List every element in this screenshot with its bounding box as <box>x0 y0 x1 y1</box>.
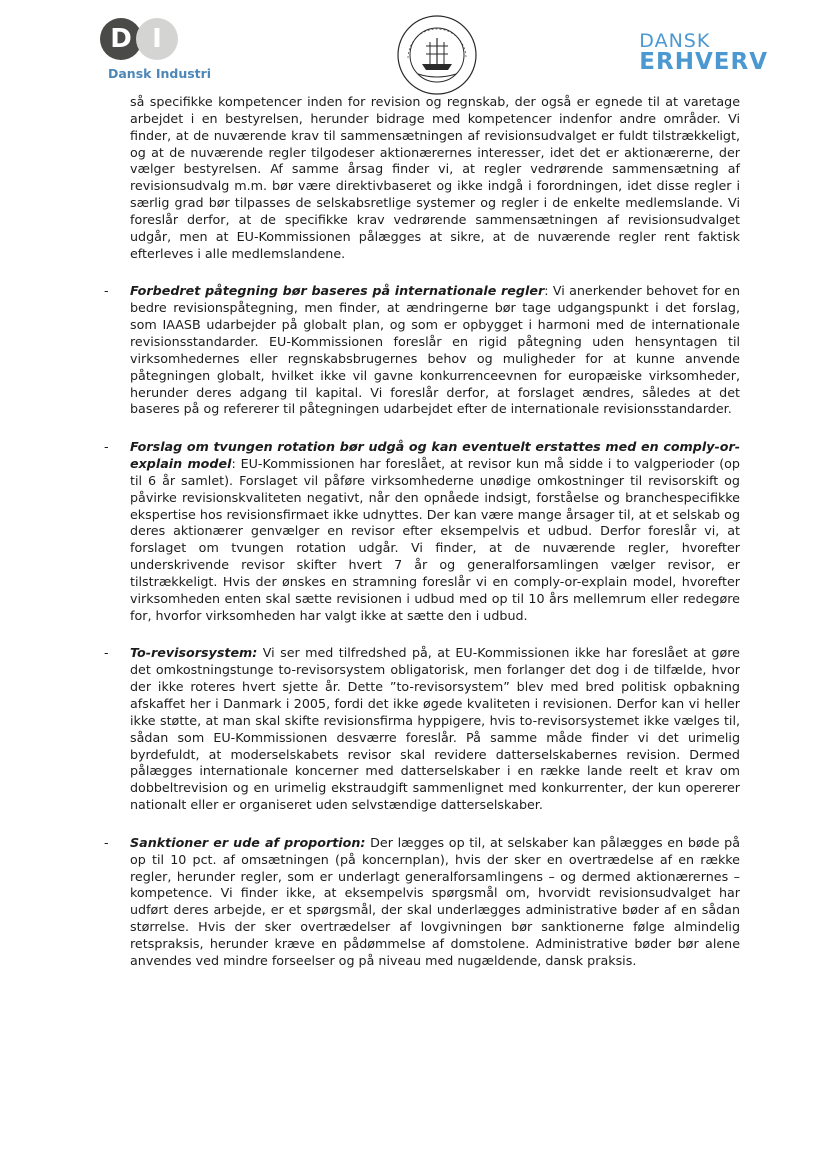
di-logo-name: Dansk Industri <box>108 66 212 81</box>
list-item-rotation <box>100 439 740 624</box>
list-dash: - <box>104 645 109 661</box>
de-logo-line2: ERHVERV <box>639 49 768 75</box>
item-heading: Forslag om tvungen rotation bør udgå og kan eventuelt erstattes med en comply-or-explain model <box>130 439 740 472</box>
item-text: : Vi anerkender behovet for en bedre revisionspåtegning, men finder, at ændringerne bør tage udgangspunkt i det forslag, som IAASB udarbejder på globalt plan, og som er opbygget i harmoni med de internationale revisionsstandarder. EU-Kommissionen foreslår en rigid påtegning uden hensyntagen til virksomhedernes eller regnskabsbrugernes behov og muligheder for at kunne anvende påtegningen globalt, hvilket ikke vil gavne konkurrenceevnen for europæiske virksomheder, herunder deres adgang til kapital. Vi foreslår derfor, at forslaget ændres, således at det baseres på og refererer til påtegningen udarbejdet efter de internationale revisionsstandarder. <box>130 283 740 417</box>
dansk-industri-logo <box>96 18 212 81</box>
list-dash: - <box>104 439 109 455</box>
item-text: Vi ser med tilfredshed på, at EU-Kommissionen ikke har foreslået at gøre det omkostningstunge to-revisorsystem obligatorisk, men forlanger det dog i de tilfælde, hvor der ikke roteres hvert sjette år. Dette ”to-revisorsystem” blev med bred politisk opbakning afskaffet her i Danmark i 2005, fordi det ikke øgede kvaliteten i revisionen. Derfor kan vi heller ikke støtte, at man skal skifte revisionsfirma hyppigere, hvis to-revisorsystemet ikke vælges til, sådan som EU-Kommissionen desværre foreslår. På samme måde finder vi det urimelig byrdefuldt, at moderselskabets revisor skal revidere datterselskabernes revision. Dermed pålægges internationale koncerner med datterselskaber i en række lande reelt et krav om dobbeltrevision og en urimelig ekstraudgift sammenlignet med konkurrenter, der kun opererer nationalt eller er organiseret uden selvstændige datterselskaber. <box>130 645 740 813</box>
di-logo-i-mark: I <box>136 18 178 60</box>
de-logo-line1: DANSK <box>639 30 711 52</box>
di-logo-d-mark: D <box>100 18 142 60</box>
danmarks-rederiforening-seal-icon <box>396 14 478 96</box>
list-item-sanktioner <box>100 835 740 970</box>
item-text: Der lægges op til, at selskaber kan pålægges en bøde på op til 10 pct. af omsætningen (på koncernplan), hvis der sker en overtrædelse af en række regler, herunder regler, som er underlagt generalforsamlingens – og dermed aktionærernes – kompetence. Vi finder ikke, at eksempelvis spørgsmål om, hvorvidt revisionsudvalget har udført deres arbejde, er et spørgsmål, der skal underlægges administrative bøder af en sådan størrelse. Hvis der sker overtrædelser af lovgivningen bør sanktionerne følge almindelig retspraksis, herunder kræve en pådømmelse af domstolene. Administrative bøder bør alene anvendes ved mindre forseelser og på niveau med nugældende, dansk praksis. <box>130 834 741 968</box>
list-item-paategning <box>100 283 740 418</box>
item-text: : EU-Kommissionen har foreslået, at revisor kun må sidde i to valgperioder (op til 6 år samlet). Forslaget vil påføre virksomhederne unødige omkostninger til revisorskift og påvirke revisionskvaliteten negativt, når den opnåede indsigt, forståelse og branchespecifikke ekspertise hos revisionsfirmaet ikke udnyttes. Der kan være mange årsager til, at et selskab og deres aktionærer genvælger en revisor efter eksempelvis et udbud. Derfor foreslår vi, at forslaget om tvungen rotation udgår. Vi finder, at de nuværende regler, hvorefter underskrivende revisor skifter hvert 7 år og generalforsamlingen vælger revisor, er tilstrækkeligt. Hvis der ønskes en stramning foreslår vi en comply-or-explain model, hvorefter virksomheden enten skal sætte revisionen i udbud med op til 10 års mellemrum eller redegøre for, hvorfor virksomheden har valgt ikke at sætte den i udbud. <box>130 456 740 623</box>
intro-paragraph: så specifikke kompetencer inden for revision og regnskab, der også er egnede til at varetage arbejdet i en bestyrelsen, herunder bidrage med kompetencer indenfor andre områder. Vi finder, at de nuværende krav til sammensætningen af revisionsudvalget er fuldt tilstrækkeligt, og at de nuværende regler tilgodeser aktionærernes interesser, idet det er aktionærerne, der vælger bestyrelsen. Af samme årsag finder vi, at regler vedrørende sammensætning af revisionsudvalg m.m. bør være direktivbaseret og ikke indgå i forordningen, idet disse regler i særlig grad bør tilpasses de selskabsretlige systemer og regler i de enkelte medlemslande. Vi foreslår derfor, at de specifikke krav vedrørende sammensætningen af revisionsudvalget udgår, men at EU-Kommissionen pålægges at sikre, at de nuværende regler rent faktisk efterleves i alle medlemslandene. <box>130 94 740 261</box>
page-header <box>0 0 826 92</box>
list-item-to-revisorsystem <box>100 645 740 813</box>
item-heading: Sanktioner er ude af proportion: <box>130 834 366 850</box>
letter-body <box>100 94 740 970</box>
list-dash: - <box>104 834 109 850</box>
dansk-erhverv-logo <box>639 32 768 73</box>
item-heading: To-revisorsystem: <box>130 645 258 661</box>
item-heading: Forbedret påtegning bør baseres på internationale regler <box>130 283 545 299</box>
list-dash: - <box>104 283 109 299</box>
